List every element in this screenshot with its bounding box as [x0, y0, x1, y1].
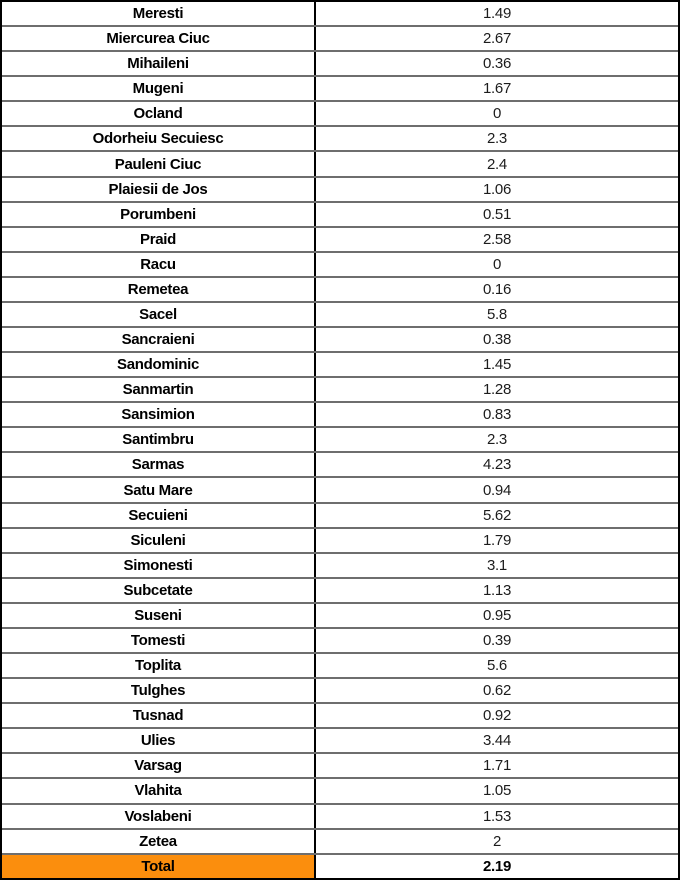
value-cell: 0.92 [483, 707, 511, 725]
table-row [2, 2, 678, 25]
municipality-name-cell: Odorheiu Secuiesc [2, 127, 316, 150]
table-row [2, 527, 678, 552]
table-row [2, 476, 678, 501]
municipality-name-cell: Sacel [2, 303, 316, 326]
table-row [2, 301, 678, 326]
value-cell: 0.62 [483, 682, 511, 700]
value-cell: 1.06 [483, 180, 511, 198]
table-row [2, 201, 678, 226]
table-row [2, 25, 678, 50]
value-cell: 0.16 [483, 280, 511, 298]
municipality-name-cell: Plaiesii de Jos [2, 178, 316, 201]
table-row [2, 502, 678, 527]
table-row [2, 577, 678, 602]
municipality-name-cell: Santimbru [2, 428, 316, 451]
table-row [2, 803, 678, 828]
municipality-name-cell: Pauleni Ciuc [2, 152, 316, 175]
value-cell: 3.1 [487, 556, 507, 574]
value-cell: 0.83 [483, 406, 511, 424]
table-row [2, 552, 678, 577]
value-cell: 0.39 [483, 631, 511, 649]
municipality-name-cell: Tulghes [2, 679, 316, 702]
value-cell: 1.28 [483, 381, 511, 399]
value-cell: 1.05 [483, 782, 511, 800]
table-row [2, 652, 678, 677]
municipality-name-cell: Miercurea Ciuc [2, 27, 316, 50]
municipality-name-cell: Varsag [2, 754, 316, 777]
municipality-name-cell: Praid [2, 228, 316, 251]
value-cell: 1.13 [483, 581, 511, 599]
municipality-name-cell: Sansimion [2, 403, 316, 426]
total-row [2, 853, 678, 878]
value-cell: 1.79 [483, 531, 511, 549]
value-cell: 4.23 [483, 456, 511, 474]
value-cell: 2.58 [483, 230, 511, 248]
table-row [2, 75, 678, 100]
value-cell: 0.38 [483, 331, 511, 349]
municipality-name-cell: Ulies [2, 729, 316, 752]
table-row [2, 125, 678, 150]
value-cell: 2.3 [487, 130, 507, 148]
table-row [2, 326, 678, 351]
table-row [2, 401, 678, 426]
total-label-cell: Total [2, 855, 316, 878]
table-row [2, 426, 678, 451]
table-row [2, 276, 678, 301]
table-row [2, 777, 678, 802]
value-cell: 2.4 [487, 155, 507, 173]
value-cell: 0.36 [483, 55, 511, 73]
municipality-name-cell: Simonesti [2, 554, 316, 577]
municipality-name-cell: Siculeni [2, 529, 316, 552]
value-cell: 0 [492, 105, 502, 123]
value-cell: 1.45 [483, 356, 511, 374]
table-row [2, 351, 678, 376]
value-cell: 5.6 [487, 657, 507, 675]
value-cell: 0.95 [483, 606, 511, 624]
table-row [2, 451, 678, 476]
municipality-name-cell: Sancraieni [2, 328, 316, 351]
total-value-cell: 2.19 [483, 857, 511, 875]
table-row [2, 602, 678, 627]
value-cell: 2.3 [487, 431, 507, 449]
value-cell: 3.44 [483, 732, 511, 750]
value-cell: 2 [492, 832, 502, 850]
table-row [2, 828, 678, 853]
value-cell: 2.67 [483, 30, 511, 48]
value-cell: 1.49 [483, 5, 511, 23]
table-row [2, 176, 678, 201]
value-cell: 0.94 [483, 481, 511, 499]
value-cell: 1.67 [483, 80, 511, 98]
value-cell: 1.53 [483, 807, 511, 825]
table-row [2, 702, 678, 727]
table-row [2, 677, 678, 702]
value-cell: 5.8 [487, 305, 507, 323]
municipality-name-cell: Remetea [2, 278, 316, 301]
value-cell: 1.71 [483, 757, 511, 775]
table-row [2, 150, 678, 175]
municipality-name-cell: Ocland [2, 102, 316, 125]
municipality-name-cell: Sarmas [2, 453, 316, 476]
municipality-name-cell: Racu [2, 253, 316, 276]
value-cell: 0 [492, 255, 502, 273]
table-row [2, 627, 678, 652]
municipality-name-cell: Sanmartin [2, 378, 316, 401]
municipality-name-cell: Suseni [2, 604, 316, 627]
municipality-name-cell: Vlahita [2, 779, 316, 802]
municipality-name-cell: Mihaileni [2, 52, 316, 75]
municipality-name-cell: Sandominic [2, 353, 316, 376]
municipality-name-cell: Satu Mare [2, 478, 316, 501]
table-row [2, 50, 678, 75]
municipality-name-cell: Tomesti [2, 629, 316, 652]
value-cell: 0.51 [483, 205, 511, 223]
municipality-name-cell: Toplita [2, 654, 316, 677]
municipality-name-cell: Meresti [2, 2, 316, 25]
table-row [2, 752, 678, 777]
municipality-name-cell: Subcetate [2, 579, 316, 602]
value-cell: 5.62 [483, 506, 511, 524]
municipality-name-cell: Mugeni [2, 77, 316, 100]
table-row [2, 251, 678, 276]
municipality-name-cell: Porumbeni [2, 203, 316, 226]
table-row [2, 376, 678, 401]
table-row [2, 100, 678, 125]
table-row [2, 226, 678, 251]
municipality-name-cell: Secuieni [2, 504, 316, 527]
municipality-name-cell: Tusnad [2, 704, 316, 727]
municipality-name-cell: Voslabeni [2, 805, 316, 828]
table-row [2, 727, 678, 752]
municipality-name-cell: Zetea [2, 830, 316, 853]
